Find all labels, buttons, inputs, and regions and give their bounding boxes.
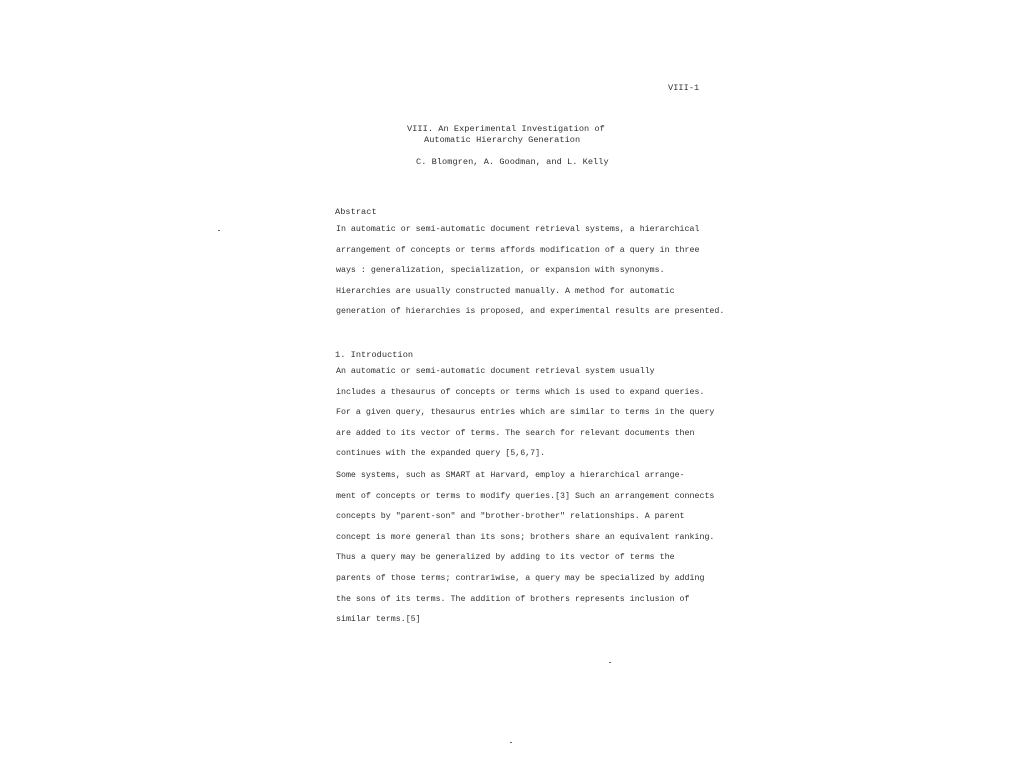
abstract-heading: Abstract bbox=[335, 207, 377, 217]
abstract-line: ways : generalization, specialization, or expansion with synonyms. bbox=[336, 266, 665, 276]
introduction-paragraph-1 bbox=[336, 368, 714, 471]
intro-line: the sons of its terms. The addition of brothers represents inclusion of bbox=[336, 594, 690, 604]
abstract-line: generation of hierarchies is proposed, and experimental results are presented. bbox=[336, 307, 725, 317]
title-line-2: Automatic Hierarchy Generation bbox=[424, 135, 581, 145]
intro-line: concepts by "parent-son" and "brother-brother" relationships. A parent bbox=[336, 512, 685, 522]
title-line-1: VIII. An Experimental Investigation of bbox=[407, 124, 605, 134]
intro-line: parents of those terms; contrariwise, a query may be specialized by adding bbox=[336, 573, 705, 583]
abstract-line: arrangement of concepts or terms affords modification of a query in three bbox=[336, 245, 700, 255]
intro-line: Some systems, such as SMART at Harvard, employ a hierarchical arrange- bbox=[336, 471, 685, 480]
scan-speck bbox=[218, 230, 220, 231]
intro-line: ment of concepts or terms to modify queries.[3] Such an arrangement connects bbox=[336, 491, 715, 501]
intro-line: For a given query, thesaurus entries which are similar to terms in the query bbox=[336, 408, 715, 418]
introduction-paragraph-2 bbox=[336, 472, 714, 637]
scan-speck bbox=[510, 742, 512, 743]
intro-line: similar terms.[5] bbox=[336, 615, 421, 625]
abstract-line: In automatic or semi-automatic document retrieval systems, a hierarchical bbox=[336, 225, 700, 234]
abstract-line: Hierarchies are usually constructed manually. A method for automatic bbox=[336, 286, 675, 296]
authors: C. Blomgren, A. Goodman, and L. Kelly bbox=[416, 157, 609, 167]
abstract-paragraph bbox=[336, 226, 724, 329]
introduction-heading: 1. Introduction bbox=[335, 350, 414, 360]
intro-line: are added to its vector of terms. The search for relevant documents then bbox=[336, 428, 695, 438]
page-number: VIII-1 bbox=[668, 83, 700, 93]
intro-line: concept is more general than its sons; brothers share an equivalent ranking. bbox=[336, 532, 715, 542]
intro-line: An automatic or semi-automatic document retrieval system usually bbox=[336, 367, 655, 376]
intro-line: continues with the expanded query [5,6,7]. bbox=[336, 449, 546, 459]
intro-line: Thus a query may be generalized by adding to its vector of terms the bbox=[336, 553, 675, 563]
scan-speck bbox=[609, 662, 611, 663]
intro-line: includes a thesaurus of concepts or terms which is used to expand queries. bbox=[336, 387, 705, 397]
